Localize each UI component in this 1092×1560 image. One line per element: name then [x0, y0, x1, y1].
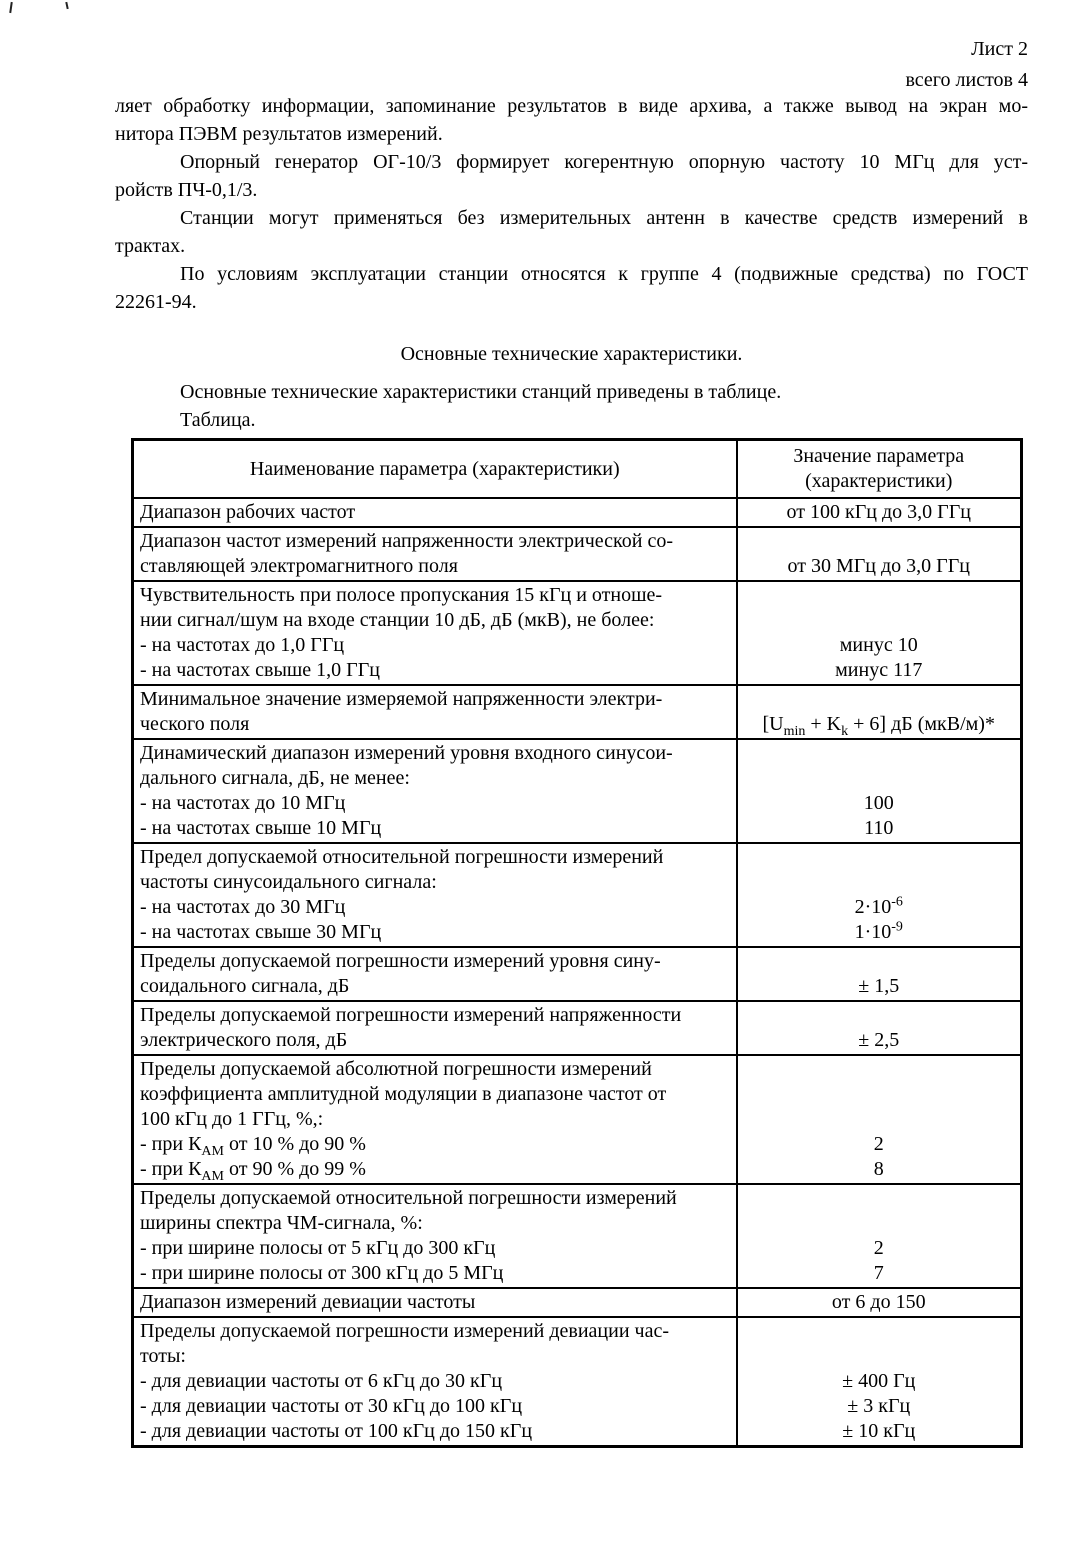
value-line	[742, 741, 1017, 766]
param-line: - для девиации частоты от 6 кГц до 30 кГц	[140, 1370, 503, 1392]
value-line	[742, 687, 1017, 712]
param-line: Пределы допускаемой погрешности измерений уровня сину-	[140, 950, 661, 972]
value-column-header-line: (характеристики)	[805, 470, 953, 492]
param-line: - при $К_{АМ}$ от 90 % до 99 %	[140, 1158, 366, 1184]
value-line: минус 117	[835, 659, 923, 681]
param-line: - на частотах свыше 30 МГц	[140, 921, 382, 943]
param-line: частоты синусоидального сигнала:	[140, 871, 437, 893]
table-label: Таблица.	[180, 409, 256, 431]
table-row	[133, 843, 1022, 947]
value-line	[742, 949, 1017, 974]
param-cell	[133, 1184, 737, 1288]
document-content	[115, 92, 1028, 1448]
param-line: - на частотах свыше 1,0 ГГц	[140, 659, 380, 681]
value-column-header	[737, 440, 1022, 499]
value-line: 2	[873, 1133, 884, 1155]
value-cell	[737, 685, 1022, 739]
value-line	[742, 1082, 1017, 1107]
param-cell	[133, 498, 737, 527]
param-line: - при $К_{АМ}$ от 10 % до 90 %	[140, 1133, 366, 1159]
param-line: 100 кГц до 1 ГГц, %,:	[140, 1108, 324, 1130]
param-cell	[133, 1288, 737, 1317]
paragraph	[115, 92, 1028, 148]
param-cell	[133, 581, 737, 685]
value-line	[742, 1057, 1017, 1082]
param-line: - при ширине полосы от 300 кГц до 5 МГц	[140, 1262, 504, 1284]
table-row	[133, 1317, 1022, 1447]
param-line: нии сигнал/шум на входе станции 10 дБ, дБ (мкВ), не более:	[140, 609, 655, 631]
value-line: $[U_{min} + K_k + 6]$ дБ (мкВ/м)*	[762, 713, 995, 739]
param-line: электрического поля, дБ	[140, 1029, 348, 1051]
value-line	[742, 845, 1017, 870]
param-line: - для девиации частоты от 100 кГц до 150 кГц	[140, 1420, 533, 1442]
value-line: 2	[873, 1237, 884, 1259]
value-cell	[737, 581, 1022, 685]
value-cell	[737, 739, 1022, 843]
table-row	[133, 1055, 1022, 1184]
total-sheets: всего листов 4	[905, 69, 1028, 91]
value-line: ± 3 кГц	[847, 1395, 911, 1417]
value-cell	[737, 1001, 1022, 1055]
param-line: ширины спектра ЧМ-сигнала, %:	[140, 1212, 423, 1234]
value-line: от 30 МГц до 3,0 ГГц	[787, 555, 971, 577]
value-line: $1\cdot 10^{-9}$	[854, 919, 903, 943]
param-column-header: Наименование параметра (характеристики)	[133, 440, 737, 499]
value-cell	[737, 1184, 1022, 1288]
param-cell	[133, 685, 737, 739]
param-cell	[133, 739, 737, 843]
param-line: коэффициента амплитудной модуляции в диапазоне частот от	[140, 1083, 667, 1105]
table-row	[133, 739, 1022, 843]
value-line	[742, 1107, 1017, 1132]
value-line	[742, 1003, 1017, 1028]
param-cell	[133, 1055, 737, 1184]
table-row	[133, 498, 1022, 527]
body-paragraphs	[115, 92, 1028, 316]
value-line	[742, 766, 1017, 791]
value-line: ± 1,5	[858, 975, 900, 997]
value-cell	[737, 498, 1022, 527]
param-cell	[133, 527, 737, 581]
table-row	[133, 1184, 1022, 1288]
value-column-header-line: Значение параметра	[793, 445, 965, 467]
value-line: 7	[873, 1262, 884, 1284]
param-line: Динамический диапазон измерений уровня входного синусои-	[140, 742, 673, 764]
param-cell	[133, 947, 737, 1001]
value-line	[742, 608, 1017, 633]
paragraph-line: нитора ПЭВМ результатов измерений.	[115, 123, 443, 145]
sheet-number: Лист 2	[971, 38, 1028, 60]
table-row	[133, 1001, 1022, 1055]
paragraph	[115, 204, 1028, 260]
paragraph-line: Опорный генератор ОГ-10/3 формирует когерентную опорную частоту 10 МГц для уст-	[180, 151, 1028, 173]
param-line: Чувствительность при полосе пропускания 15 кГц и отноше-	[140, 584, 663, 606]
param-line: - для девиации частоты от 30 кГц до 100 кГц	[140, 1395, 523, 1417]
section-heading: Основные технические характеристики.	[400, 343, 743, 365]
param-line: - на частотах до 1,0 ГГц	[140, 634, 345, 656]
value-cell	[737, 1288, 1022, 1317]
param-line: - на частотах свыше 10 МГц	[140, 817, 382, 839]
table-row	[133, 1288, 1022, 1317]
paragraph-line: По условиям эксплуатации станции относятся к группе 4 (подвижные средства) по ГОСТ	[180, 263, 1028, 285]
table-row	[133, 947, 1022, 1001]
value-line	[742, 1344, 1017, 1369]
value-cell	[737, 1055, 1022, 1184]
param-line: Пределы допускаемой абсолютной погрешности измерений	[140, 1058, 652, 1080]
param-line: Диапазон частот измерений напряженности электрической со-	[140, 530, 673, 552]
value-line: ± 2,5	[858, 1029, 900, 1051]
param-line: Предел допускаемой относительной погрешности измерений	[140, 846, 664, 868]
sheet-header	[905, 34, 1028, 96]
paragraph-line: трактах.	[115, 235, 186, 257]
param-line: дального сигнала, дБ, не менее:	[140, 767, 410, 789]
param-line: ставляющей электромагнитного поля	[140, 555, 458, 577]
table-row	[133, 685, 1022, 739]
spec-table	[131, 438, 1023, 1448]
param-line: Пределы допускаемой погрешности измерений напряженности	[140, 1004, 682, 1026]
param-line: Минимальное значение измеряемой напряженности электри-	[140, 688, 663, 710]
param-line: - на частотах до 30 МГц	[140, 896, 346, 918]
table-intro-line: Основные технические характеристики станций приведены в таблице.	[180, 381, 782, 403]
param-line: тоты:	[140, 1345, 186, 1367]
value-line	[742, 870, 1017, 895]
value-line	[742, 529, 1017, 554]
table-row	[133, 527, 1022, 581]
value-line: от 6 до 150	[831, 1291, 926, 1313]
param-cell	[133, 1001, 737, 1055]
value-line	[742, 1319, 1017, 1344]
value-cell	[737, 527, 1022, 581]
value-line	[742, 1211, 1017, 1236]
value-cell	[737, 843, 1022, 947]
param-line: соидального сигнала, дБ	[140, 975, 350, 997]
paragraph-line: Станции могут применяться без измерительных антенн в качестве средств измерений в	[180, 207, 1028, 229]
paragraph-line: ройств ПЧ-0,1/3.	[115, 179, 258, 201]
value-line: 8	[873, 1158, 884, 1180]
paragraph-line: 22261-94.	[115, 291, 197, 313]
value-line: минус 10	[839, 634, 918, 656]
table-row	[133, 581, 1022, 685]
value-line	[742, 1186, 1017, 1211]
param-line: ческого поля	[140, 713, 250, 735]
value-cell	[737, 947, 1022, 1001]
value-line: ± 400 Гц	[842, 1370, 916, 1392]
value-line: ± 10 кГц	[842, 1420, 916, 1442]
table-header-row	[133, 440, 1022, 499]
value-line: $2\cdot 10^{-6}$	[854, 894, 903, 918]
param-cell	[133, 1317, 737, 1447]
param-cell	[133, 843, 737, 947]
value-line: 110	[864, 817, 894, 839]
param-line: - при ширине полосы от 5 кГц до 300 кГц	[140, 1237, 496, 1259]
param-line: Диапазон измерений девиации частоты	[140, 1291, 476, 1313]
paragraph	[115, 148, 1028, 204]
value-cell	[737, 1317, 1022, 1447]
paragraph	[115, 260, 1028, 316]
param-line: - на частотах до 10 МГц	[140, 792, 346, 814]
param-line: Диапазон рабочих частот	[140, 501, 356, 523]
value-line	[742, 583, 1017, 608]
value-line: 100	[863, 792, 894, 814]
scan-artifact	[8, 2, 78, 16]
value-line: от 100 кГц до 3,0 ГГц	[786, 501, 971, 523]
param-line: Пределы допускаемой погрешности измерений девиации час-	[140, 1320, 670, 1342]
param-line: Пределы допускаемой относительной погрешности измерений	[140, 1187, 677, 1209]
paragraph-line: ляет обработку информации, запоминание результатов в виде архива, а также вывод на экран мо-	[115, 95, 1028, 117]
